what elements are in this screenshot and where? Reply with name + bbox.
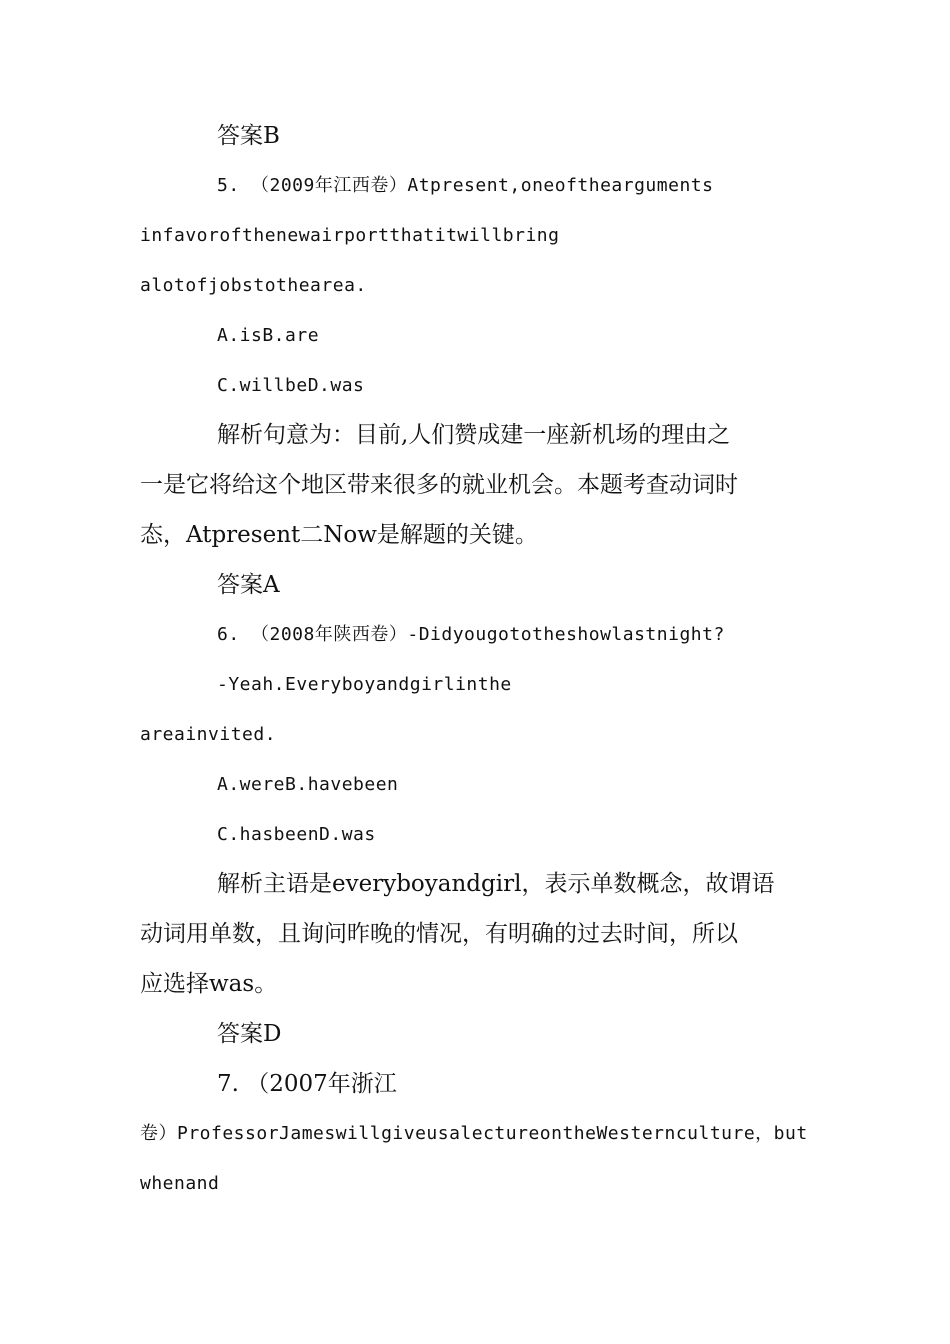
question-5-continuation: alotofjobstothearea.	[140, 275, 367, 296]
analysis-line: 解析句意为：目前,人们赞成建一座新机场的理由之	[217, 422, 731, 448]
answer-line: 答案B	[217, 123, 280, 149]
option-line: A.wereB.havebeen	[217, 774, 399, 795]
question-7-line: 7. （2007年浙江	[217, 1071, 397, 1097]
question-7-continuation: whenand	[140, 1173, 220, 1194]
analysis-continuation: 动词用单数，且询问昨晚的情况，有明确的过去时间，所以	[140, 921, 738, 947]
answer-line: 答案A	[217, 572, 280, 598]
question-6-continuation: -Yeah.Everyboyandgirlinthe	[217, 674, 512, 695]
analysis-continuation: 态，Atpresent二Now是解题的关键。	[140, 522, 538, 548]
answer-line: 答案D	[217, 1021, 282, 1047]
option-line: C.willbeD.was	[217, 375, 365, 396]
analysis-continuation: 应选择was。	[140, 971, 278, 997]
analysis-line: 解析主语是everyboyandgirl，表示单数概念，故谓语	[217, 871, 775, 897]
option-line: A.isB.are	[217, 325, 320, 346]
question-6-line: 6. （2008年陕西卷）-Didyougototheshowlastnight?	[217, 624, 725, 645]
analysis-continuation: 一是它将给这个地区带来很多的就业机会。本题考查动词时	[140, 472, 738, 498]
option-line: C.hasbeenD.was	[217, 824, 376, 845]
question-7-continuation: 卷）ProfessorJameswillgiveusalectureontheWesternculture，but	[140, 1123, 808, 1144]
question-5-line: 5. （2009年江西卷）Atpresent,oneofthearguments	[217, 175, 714, 196]
question-6-continuation: areainvited.	[140, 724, 277, 745]
question-5-continuation: infavorofthenewairportthatitwillbring	[140, 225, 560, 246]
